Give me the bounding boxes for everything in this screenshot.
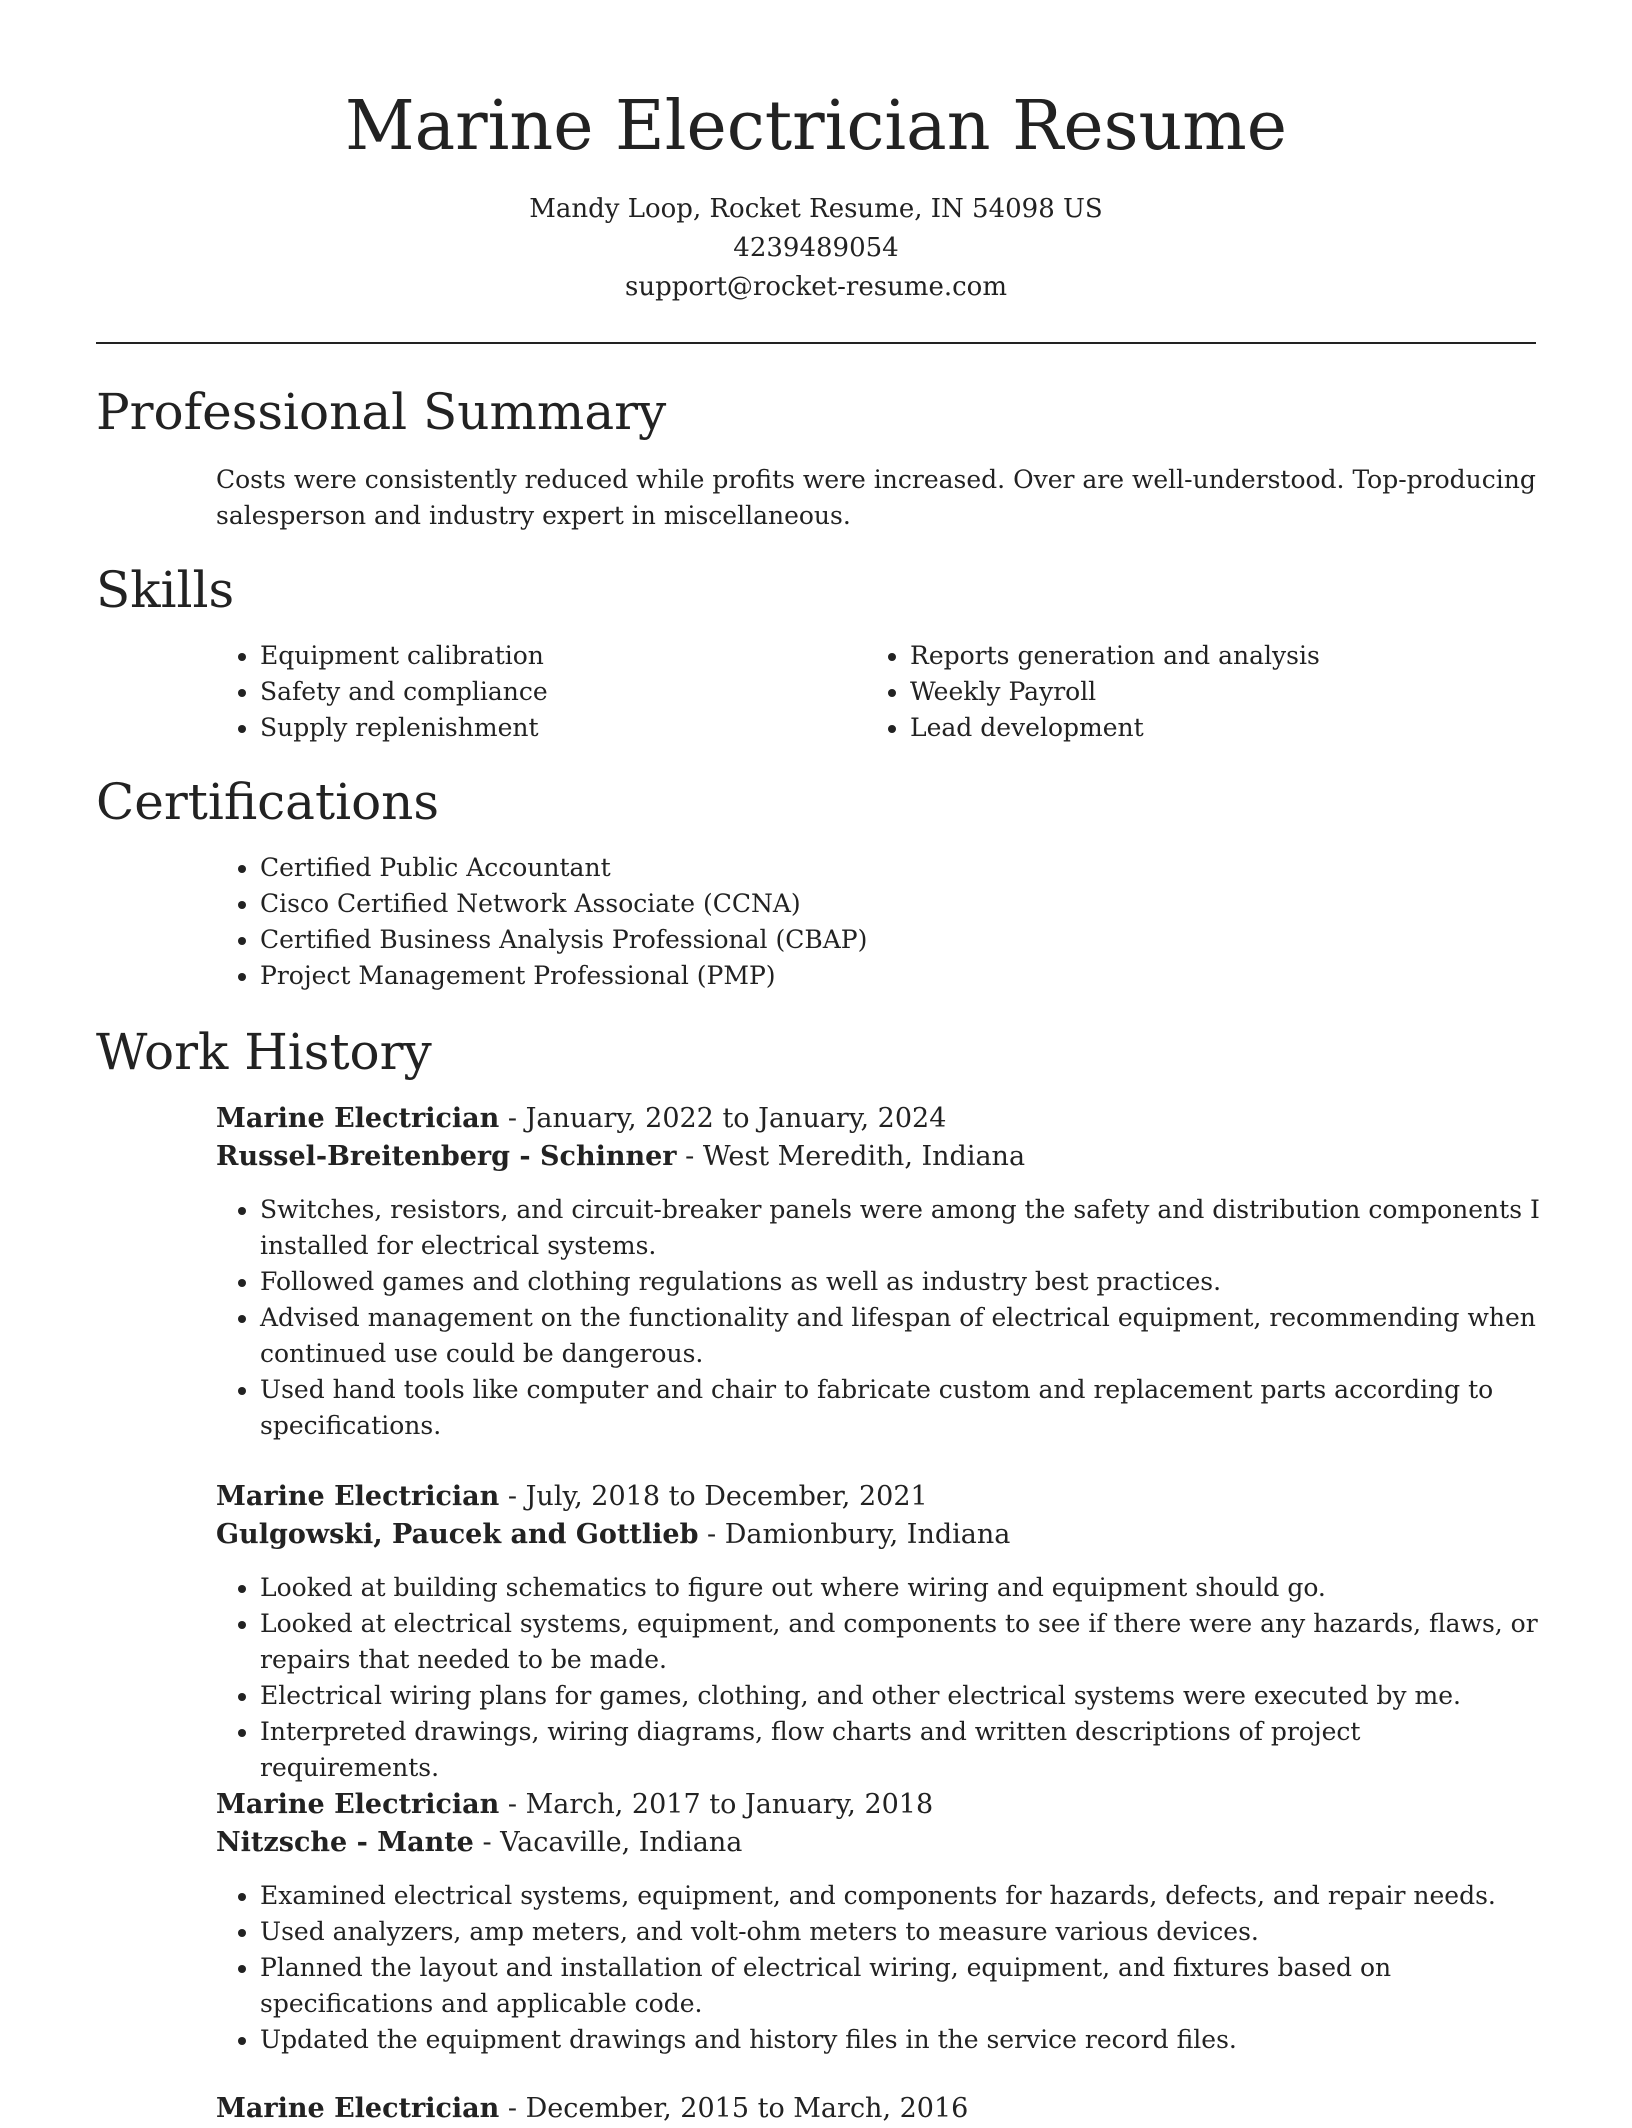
job-dates: December, 2015 to March, 2016: [525, 2093, 969, 2124]
job-bullet: • Planned the layout and installation of electrical wiring, equipment, and fixtures based on specifications and applicable code.: [260, 1950, 1546, 2022]
job-dates: January, 2022 to January, 2024: [525, 1103, 947, 1134]
job-title: Marine Electrician: [216, 1789, 500, 1820]
job-location: West Meredith, Indiana: [702, 1141, 1026, 1172]
resume-title: Marine Electrician Resume: [344, 87, 1287, 166]
skill-item: • Lead development: [910, 710, 1506, 746]
job-title: Marine Electrician: [216, 2093, 500, 2124]
job-location: Vacaville, Indiana: [500, 1827, 743, 1858]
work-history-heading: Work History: [96, 1023, 432, 1081]
job-dates: July, 2018 to December, 2021: [525, 1481, 928, 1512]
certification-item: • Cisco Certified Network Associate (CCNA): [260, 886, 1516, 922]
job-entry: [216, 1786, 1546, 2058]
job-company-line: Russel-Breitenberg - Schinner - West Meredith, Indiana: [216, 1141, 1026, 1172]
job-title-line: Marine Electrician - March, 2017 to January, 2018: [216, 1789, 934, 1820]
job-company: Gulgowski, Paucek and Gottlieb: [216, 1519, 699, 1550]
job-bullet: • Followed games and clothing regulations as well as industry best practices.: [260, 1264, 1546, 1300]
contact-email: support@rocket-resume.com: [624, 272, 1007, 302]
job-company: Russel-Breitenberg - Schinner: [216, 1141, 677, 1172]
skill-item: • Equipment calibration: [260, 638, 856, 674]
job-title-line: Marine Electrician - July, 2018 to December, 2021: [216, 1481, 928, 1512]
job-bullet: • Used hand tools like computer and chair to fabricate custom and replacement parts according to specifications.: [260, 1372, 1546, 1444]
contact-address: Mandy Loop, Rocket Resume, IN 54098 US: [529, 194, 1103, 224]
skill-item: • Supply replenishment: [260, 710, 856, 746]
job-company-line: Gulgowski, Paucek and Gottlieb - Damionbury, Indiana: [216, 1519, 1011, 1550]
skill-item: • Safety and compliance: [260, 674, 856, 710]
job-bullet: • Looked at building schematics to figure out where wiring and equipment should go.: [260, 1570, 1546, 1606]
job-title-line: Marine Electrician - December, 2015 to March, 2016: [216, 2093, 969, 2124]
job-bullet: • Used analyzers, amp meters, and volt-ohm meters to measure various devices.: [260, 1914, 1546, 1950]
job-location: Damionbury, Indiana: [724, 1519, 1011, 1550]
certifications-list: [216, 850, 1516, 994]
job-bullet: • Interpreted drawings, wiring diagrams, flow charts and written descriptions of project requirements.: [260, 1714, 1546, 1786]
job-title: Marine Electrician: [216, 1481, 500, 1512]
summary-heading: Professional Summary: [96, 383, 667, 441]
job-bullet: • Looked at electrical systems, equipment, and components to see if there were any hazards, flaws, or repairs that needed to be made.: [260, 1606, 1546, 1678]
summary-text: Costs were consistently reduced while profits were increased. Over are well-understood. Top-producing salesperson and industry expert in miscellaneous.: [216, 465, 1536, 530]
skill-item: • Weekly Payroll: [910, 674, 1506, 710]
job-bullet: • Electrical wiring plans for games, clothing, and other electrical systems were executed by me.: [260, 1678, 1546, 1714]
certifications-heading: Certifications: [96, 773, 440, 831]
job-bullet: • Updated the equipment drawings and history files in the service record files.: [260, 2022, 1546, 2058]
job-dates: March, 2017 to January, 2018: [525, 1789, 934, 1820]
certification-item: • Certified Business Analysis Professional (CBAP): [260, 922, 1516, 958]
contact-phone: 4239489054: [733, 233, 899, 263]
job-company: Nitzsche - Mante: [216, 1827, 474, 1858]
job-bullet: • Examined electrical systems, equipment, and components for hazards, defects, and repair needs.: [260, 1878, 1546, 1914]
job-bullet: • Advised management on the functionality and lifespan of electrical equipment, recommending when continued use could be dangerous.: [260, 1300, 1546, 1372]
certification-item: • Project Management Professional (PMP): [260, 958, 1516, 994]
job-title: Marine Electrician: [216, 1103, 500, 1134]
header-divider: [96, 342, 1536, 344]
job-entry: [216, 1478, 1546, 1786]
certification-item: • Certified Public Accountant: [260, 850, 1516, 886]
job-title-line: Marine Electrician - January, 2022 to January, 2024: [216, 1103, 947, 1134]
skills-column-left: [216, 638, 856, 746]
job-company-line: Nitzsche - Mante - Vacaville, Indiana: [216, 1827, 743, 1858]
skills-heading: Skills: [96, 561, 235, 619]
job-entry: [216, 2090, 1546, 2128]
job-entry: [216, 1100, 1546, 1444]
contact-info: [0, 190, 1632, 307]
skills-column-right: [866, 638, 1506, 746]
job-bullet: • Switches, resistors, and circuit-breaker panels were among the safety and distribution components I installed for electrical systems.: [260, 1192, 1546, 1264]
skill-item: • Reports generation and analysis: [910, 638, 1506, 674]
